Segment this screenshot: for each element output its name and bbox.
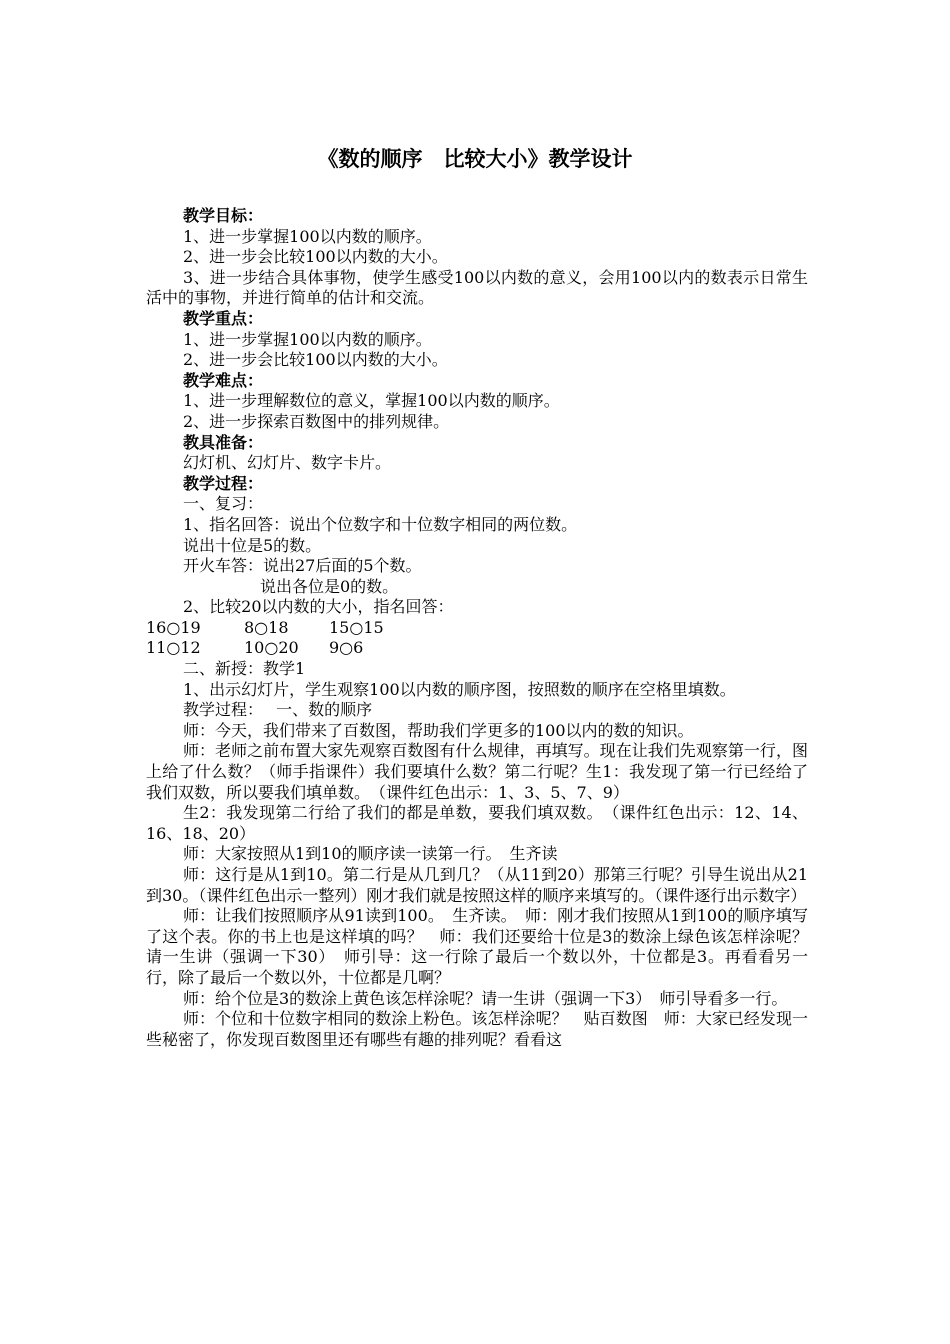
compare-item: 11○12 bbox=[146, 638, 201, 658]
heading-materials: 教具准备： bbox=[183, 432, 264, 452]
paragraph: 2、比较20以内数的大小，指名回答： bbox=[183, 597, 454, 617]
compare-item: 10○20 bbox=[244, 638, 299, 658]
heading-difficulties: 教学难点： bbox=[183, 370, 264, 390]
paragraph: 一、复习： bbox=[183, 494, 264, 514]
heading-key-points: 教学重点： bbox=[183, 308, 264, 328]
document-body bbox=[146, 206, 808, 1050]
paragraph: 师：大家按照从1到10的顺序读一读第一行。 生齐读 bbox=[183, 844, 558, 864]
compare-row bbox=[146, 618, 808, 639]
compare-item: 15○15 bbox=[329, 617, 384, 637]
paragraph: 3、进一步结合具体事物，使学生感受100以内数的意义，会用100以内的数表示日常生活中的事物，并进行简单的估计和交流。 bbox=[146, 267, 808, 308]
paragraph: 二、新授：教学1 bbox=[183, 659, 306, 679]
paragraph: 师：让我们按照顺序从91读到100。 生齐读。 师：刚才我们按照从1到100的顺序填写了这个表。你的书上也是这样填的吗？ 师：我们还要给十位是3的数涂上绿色该怎样涂呢？请一生讲（强调一下30） 师引导：这一行除了最后一个数以外，十位都是3。再看看另一行，除了最后一个数以外，十位都是几啊？ bbox=[146, 906, 808, 987]
paragraph: 师：老师之前布置大家先观察百数图有什么规律，再填写。现在让我们先观察第一行，图上给了什么数？（师手指课件）我们要填什么数？第二行呢？生1：我发现了第一行已经给了我们双数，所以要我们填单数。 （课件红色出示：1、3、5、7、9） bbox=[146, 741, 808, 802]
compare-item: 16○19 bbox=[146, 617, 201, 637]
paragraph: 2、进一步会比较100以内数的大小。 bbox=[183, 247, 448, 267]
heading-objectives: 教学目标： bbox=[183, 206, 264, 225]
paragraph: 师：今天，我们带来了百数图，帮助我们学更多的100以内的数的知识。 bbox=[183, 720, 694, 740]
compare-row bbox=[146, 638, 808, 659]
compare-item: 9○6 bbox=[329, 638, 364, 658]
paragraph: 师：给个位是3的数涂上黄色该怎样涂呢？请一生讲（强调一下3） 师引导看多一行。 bbox=[183, 988, 788, 1008]
paragraph: 1、进一步掌握100以内数的顺序。 bbox=[183, 226, 432, 246]
paragraph: 2、进一步会比较100以内数的大小。 bbox=[183, 350, 448, 370]
paragraph: 说出十位是5的数。 bbox=[183, 535, 322, 555]
compare-item: 8○18 bbox=[244, 617, 289, 637]
paragraph: 说出各位是0的数。 bbox=[260, 576, 399, 596]
paragraph: 1、指名回答：说出个位数字和十位数字相同的两位数。 bbox=[183, 514, 578, 534]
paragraph: 1、进一步掌握100以内数的顺序。 bbox=[183, 329, 432, 349]
paragraph: 2、进一步探索百数图中的排列规律。 bbox=[183, 411, 450, 431]
paragraph: 1、出示幻灯片，学生观察100以内数的顺序图，按照数的顺序在空格里填数。 bbox=[183, 679, 736, 699]
paragraph: 生2：我发现第二行给了我们的都是单数，要我们填双数。 （课件红色出示：12、14、16、18、20） bbox=[146, 803, 808, 843]
paragraph: 1、进一步理解数位的意义，掌握100以内数的顺序。 bbox=[183, 391, 560, 411]
paragraph: 教学过程： 一、数的顺序 bbox=[183, 700, 373, 720]
paragraph: 师：个位和十位数字相同的数涂上粉色。该怎样涂呢？ 贴百数图 师：大家已经发现一些秘密了，你发现百数图里还有哪些有趣的排列呢？看看这 bbox=[146, 1009, 808, 1049]
paragraph: 师：这行是从1到10。第二行是从几到几？（从11到20）那第三行呢？引导生说出从21到30。（课件红色出示一整列）刚才我们就是按照这样的顺序来填写的。（课件逐行出示数字） bbox=[146, 865, 808, 905]
paragraph: 幻灯机、幻灯片、数字卡片。 bbox=[183, 453, 392, 473]
heading-process: 教学过程： bbox=[183, 473, 264, 493]
document-title: 《数的顺序 比较大小》教学设计 bbox=[317, 147, 633, 171]
paragraph: 开火车答：说出27后面的5个数。 bbox=[183, 556, 422, 576]
